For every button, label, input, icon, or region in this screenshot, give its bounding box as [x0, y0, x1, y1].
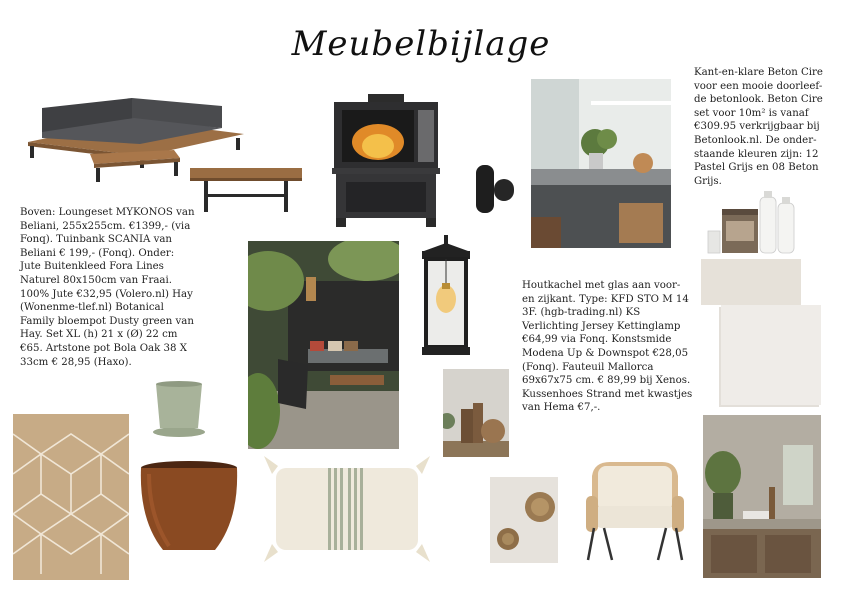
flower-pot-image — [150, 380, 208, 438]
middle-description: Houtkachel met glas aan voor- en zijkant. Type: KFD STO M 14 3F. (hgb-trading.nl) KS Verlichting Jersey Kettinglamp €64,99 via Fonq. Konstsmide Modena Up & Downspot €28,05 (Fonq). Fauteuil Mallorca 69x67x75 cm. € 89,99 bij Xenos. Kussenhoes Strand met kwastjes van Hema €7,-. — [522, 280, 693, 414]
wooden-boards-photo — [443, 369, 509, 457]
page-title: Meubelbijlage — [291, 24, 551, 64]
wall-spot-image — [476, 165, 514, 213]
garden-bench-image — [190, 166, 302, 214]
jute-rug-image — [13, 414, 129, 580]
artstone-pot-image — [139, 460, 239, 556]
armchair-image — [584, 456, 686, 564]
concrete-kitchen-photo — [703, 415, 821, 578]
swatch-12-pastel-grijs — [701, 259, 801, 305]
cushion-image — [262, 456, 432, 562]
wood-stove-image — [332, 94, 440, 227]
outdoor-kitchen-photo — [531, 79, 671, 248]
right-description: Kant-en-klare Beton Cire voor een mooie doorleef-de betonlook. Beton Cire set voor 10m² is vanaf €309.95 verkrijgbaar bij Betonlook.nl. De onder-staande kleuren zijn: 12 Pastel Grijs en 08 Beton Grijs. — [694, 67, 823, 187]
swatch-08-beton-grijs — [721, 305, 821, 405]
wall-plates-photo — [490, 477, 558, 563]
garden-patio-photo — [248, 241, 399, 449]
lantern-lamp-image — [418, 235, 474, 357]
beton-cire-set-image — [704, 191, 800, 255]
left-description: Boven: Loungeset MYKONOS van Beliani, 255x255cm. €1399,- (via Fonq). Tuinbank SCANIA van Beliani € 199,- (Fonq). Onder: Jute Buitenkleed Fora Lines Naturel 80x150cm van Fraai. 100% Jute €32,95 (Volero.nl) Hay (Wonenme-tlef.nl) Botanical Family bloempot Dusty green van Hay. Set XL (h) 21 x (Ø) 22 cm €65. Artstone pot Bola Oak 38 X 33cm € 28,95 (Haxo). — [20, 207, 195, 368]
